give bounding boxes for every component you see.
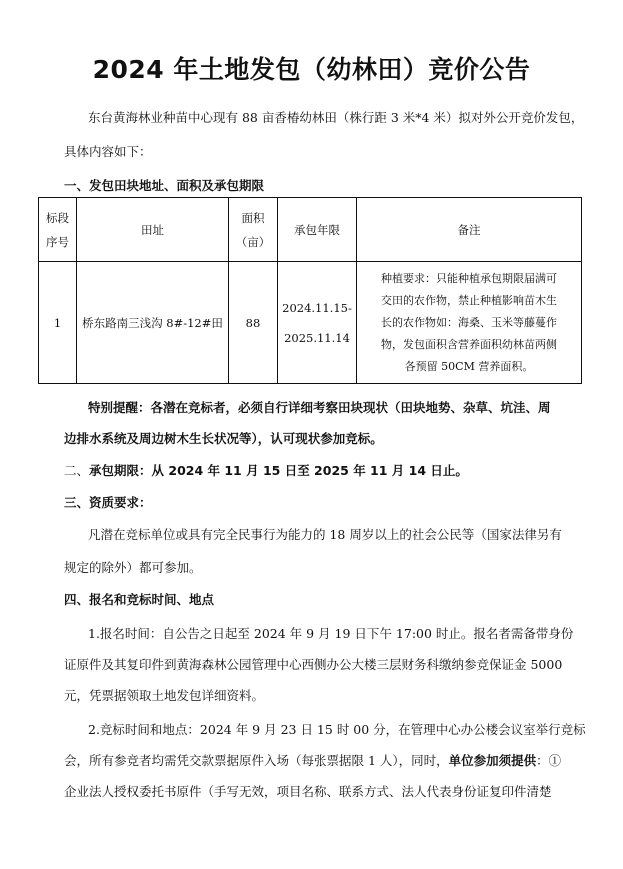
- table-row: [39, 262, 582, 384]
- header-area: [229, 198, 278, 262]
- cell-address: 桥东路南三浅沟 8#-12#田: [77, 262, 229, 384]
- header-area-line1: 面积: [241, 210, 265, 225]
- qualification-line-1: 凡潜在竞标单位或具有完全民事行为能力的 18 周岁以上的社会公民等（国家法律另有: [88, 527, 562, 542]
- remark-line: 物，发包面积含营养面积幼林苗两侧: [381, 337, 557, 351]
- cell-area: 88: [229, 262, 278, 384]
- table-header-row: [39, 198, 582, 262]
- section2-line: [64, 461, 564, 479]
- section4-heading: 四、报名和竞标时间、地点: [64, 592, 215, 607]
- bidding-line-2-bold: 单位参加须提供: [448, 753, 537, 768]
- cell-remark: [357, 262, 582, 384]
- remark-line: 交田的农作物，禁止种植影响苗木生: [381, 293, 557, 307]
- intro-paragraph-line-1: 东台黄海林业种苗中心现有 88 亩香椿幼林田（株行距 3 米*4 米）拟对外公开竞价发包，: [88, 110, 584, 125]
- special-notice-line-1: 特别提醒：各潜在竞标者，必须自行详细考察田块现状（田块地势、杂草、坑洼、周: [88, 400, 551, 415]
- remark-line: 种植要求：只能种植承包期限届满可: [381, 271, 557, 285]
- bidding-line-2-prefix: 会，所有参竞者均需凭交款票据原件入场（每张票据限 1 人），同时，: [64, 753, 449, 768]
- cell-term: [278, 262, 357, 384]
- registration-line-3: 元，凭票据领取土地发包详细资料。: [64, 688, 265, 703]
- header-remark: 备注: [357, 198, 582, 262]
- bidding-line-3: 企业法人授权委托书原件（手写无效，项目名称、联系方式、法人代表身份证复印件清楚: [64, 784, 552, 799]
- header-address: 田址: [77, 198, 229, 262]
- registration-line-2: 证原件及其复印件到黄海森林公园管理中心西侧办公大楼三层财务科缴纳参竞保证金 5000: [64, 657, 563, 672]
- section3-heading: 三、资质要求：: [64, 495, 152, 510]
- header-term: 承包年限: [278, 198, 357, 262]
- bidding-line-1: 2.竞标时间和地点：2024 年 9 月 23 日 15 时 00 分，在管理中心办公楼会议室举行竞标: [88, 722, 586, 737]
- cell-term-line2: 2025.11.14: [284, 330, 350, 345]
- bidding-line-2-suffix: ：①: [536, 753, 562, 768]
- cell-seq: 1: [39, 262, 77, 384]
- parcel-table: [38, 197, 582, 384]
- registration-line-1: 1.报名时间：自公告之日起至 2024 年 9 月 19 日下午 17:00 时止。报名者需备带身份: [88, 626, 574, 641]
- header-seq: [39, 198, 77, 262]
- special-notice-line-2: 边排水系统及周边树木生长状况等），认可现状参加竞标。: [64, 431, 383, 446]
- section2-prefix: 二、: [64, 463, 90, 478]
- header-seq-line2: 序号: [46, 234, 69, 249]
- remark-line: 长的农作物如：海桑、玉米等藤蔓作: [381, 315, 557, 329]
- header-seq-line1: 标段: [46, 210, 69, 225]
- bidding-line-2: [64, 751, 564, 769]
- intro-paragraph-line-2: 具体内容如下：: [64, 144, 152, 159]
- page-title: 2024 年土地发包（幼林田）竞价公告: [92, 55, 531, 84]
- cell-term-line1: 2024.11.15-: [282, 300, 352, 315]
- qualification-line-2: 规定的除外）都可参加。: [64, 560, 202, 575]
- remark-line: 各预留 50CM 营养面积。: [404, 359, 534, 373]
- section2-text: 承包期限：从 2024 年 11 月 15 日至 2025 年 11 月 14 日止。: [89, 463, 468, 478]
- section1-heading: 一、发包田块地址、面积及承包期限: [64, 178, 265, 193]
- header-area-line2: （亩）: [235, 234, 271, 249]
